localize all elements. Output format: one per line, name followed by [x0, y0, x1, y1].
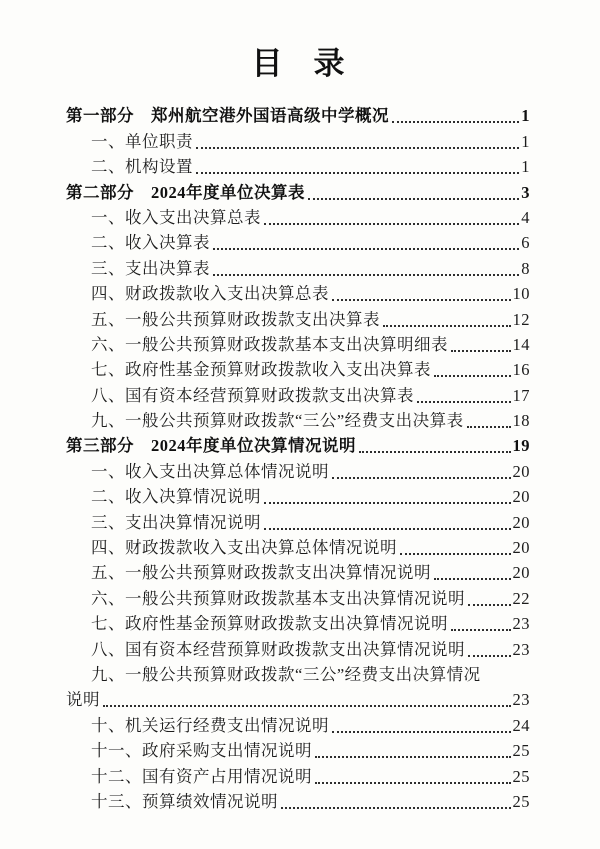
toc-entry-text: 二、收入决算情况说明 — [91, 487, 261, 507]
toc-entry — [66, 280, 530, 305]
toc-entry — [66, 127, 530, 152]
toc-page-number: 14 — [512, 334, 530, 354]
toc-entry — [66, 534, 530, 559]
dot-leader — [103, 705, 511, 707]
toc-entry-text: 七、政府性基金预算财政拨款支出决算情况说明 — [91, 614, 448, 634]
toc-page-number: 1 — [521, 131, 530, 151]
toc-entry — [66, 559, 530, 584]
dot-leader — [468, 655, 511, 657]
dot-leader — [451, 350, 511, 352]
toc-entry — [66, 229, 530, 254]
toc-entry-wrapped-continuation — [66, 686, 530, 711]
toc-entry — [66, 305, 530, 330]
dot-leader — [383, 325, 511, 327]
toc-entry-text: 二、机构设置 — [91, 157, 193, 177]
dot-leader — [332, 299, 511, 301]
toc-entry-text: 第三部分 2024年度单位决算情况说明 — [66, 436, 356, 456]
dot-leader — [400, 553, 511, 555]
dot-leader — [315, 782, 511, 784]
toc-page-number: 23 — [512, 690, 530, 710]
toc-page-number: 3 — [521, 182, 530, 202]
toc-entry-part-3 — [66, 432, 530, 457]
toc-page-number: 6 — [521, 233, 530, 253]
toc-page-number: 4 — [521, 207, 530, 227]
toc-page-number: 1 — [521, 157, 530, 177]
toc-entry — [66, 254, 530, 279]
toc-entry — [66, 483, 530, 508]
toc-entry-text: 六、一般公共预算财政拨款基本支出决算明细表 — [91, 334, 448, 354]
toc-page-number: 20 — [512, 538, 530, 558]
dot-leader — [417, 401, 511, 403]
toc-entry-text: 八、国有资本经营预算财政拨款支出决算情况说明 — [91, 639, 465, 659]
toc-entry-text: 说明 — [66, 690, 100, 710]
toc-entry-text: 第一部分 郑州航空港外国语高级中学概况 — [66, 106, 389, 126]
toc-entry-text: 四、财政拨款收入支出决算总体情况说明 — [91, 538, 397, 558]
toc-entry — [66, 457, 530, 482]
toc-entry-part-2 — [66, 178, 530, 203]
toc-entry-text: 十一、政府采购支出情况说明 — [91, 741, 312, 761]
toc-entry-text: 一、收入支出决算总表 — [91, 207, 261, 227]
toc-page-number: 20 — [512, 487, 530, 507]
toc-entry — [66, 635, 530, 660]
toc-page-number: 8 — [521, 258, 530, 278]
toc-page-number: 23 — [512, 639, 530, 659]
toc-entry — [66, 381, 530, 406]
toc-entry-text: 四、财政拨款收入支出决算总表 — [91, 284, 329, 304]
toc-page-number: 19 — [512, 436, 530, 456]
toc-entry-text: 九、一般公共预算财政拨款“三公”经费支出决算表 — [91, 411, 464, 431]
toc-entry-text: 三、支出决算表 — [91, 258, 210, 278]
toc-page-number: 20 — [512, 512, 530, 532]
toc-entry — [66, 356, 530, 381]
dot-leader — [392, 121, 519, 123]
toc-entry — [66, 331, 530, 356]
toc-entry-text: 五、一般公共预算财政拨款支出决算表 — [91, 309, 380, 329]
toc-entry-wrapped-first-line — [66, 661, 530, 686]
toc-entry — [66, 610, 530, 635]
toc-page-number: 20 — [512, 461, 530, 481]
toc-entry-text: 十、机关运行经费支出情况说明 — [91, 715, 329, 735]
toc-entry-text: 七、政府性基金预算财政拨款收入支出决算表 — [91, 360, 431, 380]
table-of-contents — [66, 102, 530, 813]
toc-page-number: 1 — [521, 106, 530, 126]
dot-leader — [213, 248, 519, 250]
dot-leader — [264, 528, 511, 530]
toc-entry-text: 十三、预算绩效情况说明 — [91, 791, 278, 811]
toc-entry-text: 一、收入支出决算总体情况说明 — [91, 461, 329, 481]
toc-entry — [66, 153, 530, 178]
toc-page-number: 25 — [512, 741, 530, 761]
dot-leader — [332, 731, 511, 733]
toc-entry — [66, 737, 530, 762]
dot-leader — [264, 502, 511, 504]
toc-entry-text: 一、单位职责 — [91, 131, 193, 151]
toc-page-number: 18 — [512, 411, 530, 431]
toc-entry — [66, 508, 530, 533]
toc-entry-text: 二、收入决算表 — [91, 233, 210, 253]
toc-page-number: 23 — [512, 614, 530, 634]
dot-leader — [196, 172, 519, 174]
dot-leader — [434, 578, 511, 580]
toc-entry-text: 三、支出决算情况说明 — [91, 512, 261, 532]
toc-entry-text: 九、一般公共预算财政拨款“三公”经费支出决算情况 — [91, 664, 481, 684]
toc-entry — [66, 407, 530, 432]
toc-entry-text: 十二、国有资产占用情况说明 — [91, 766, 312, 786]
dot-leader — [264, 223, 519, 225]
toc-page-number: 20 — [512, 563, 530, 583]
page-title: 目 录 — [251, 46, 345, 81]
dot-leader — [196, 147, 519, 149]
toc-entry — [66, 762, 530, 787]
dot-leader — [281, 807, 511, 809]
toc-entry — [66, 788, 530, 813]
dot-leader — [308, 198, 519, 200]
dot-leader — [359, 451, 511, 453]
dot-leader — [315, 756, 511, 758]
dot-leader — [332, 477, 511, 479]
toc-entry-text: 八、国有资本经营预算财政拨款支出决算表 — [91, 385, 414, 405]
toc-entry — [66, 584, 530, 609]
dot-leader — [213, 274, 519, 276]
dot-leader — [468, 604, 511, 606]
toc-page-number: 10 — [512, 284, 530, 304]
toc-entry-text: 六、一般公共预算财政拨款基本支出决算情况说明 — [91, 588, 465, 608]
toc-entry-text: 第二部分 2024年度单位决算表 — [66, 182, 305, 202]
toc-page-number: 25 — [512, 766, 530, 786]
dot-leader — [451, 629, 511, 631]
toc-page-number: 12 — [512, 309, 530, 329]
toc-entry-part-1 — [66, 102, 530, 127]
toc-page-number: 24 — [512, 715, 530, 735]
toc-entry-text: 五、一般公共预算财政拨款支出决算情况说明 — [91, 563, 431, 583]
dot-leader — [467, 426, 511, 428]
toc-page-number: 16 — [512, 360, 530, 380]
toc-page-number: 17 — [512, 385, 530, 405]
toc-entry — [66, 711, 530, 736]
toc-page-number: 25 — [512, 791, 530, 811]
dot-leader — [434, 375, 511, 377]
toc-entry — [66, 204, 530, 229]
toc-page-number: 22 — [512, 588, 530, 608]
